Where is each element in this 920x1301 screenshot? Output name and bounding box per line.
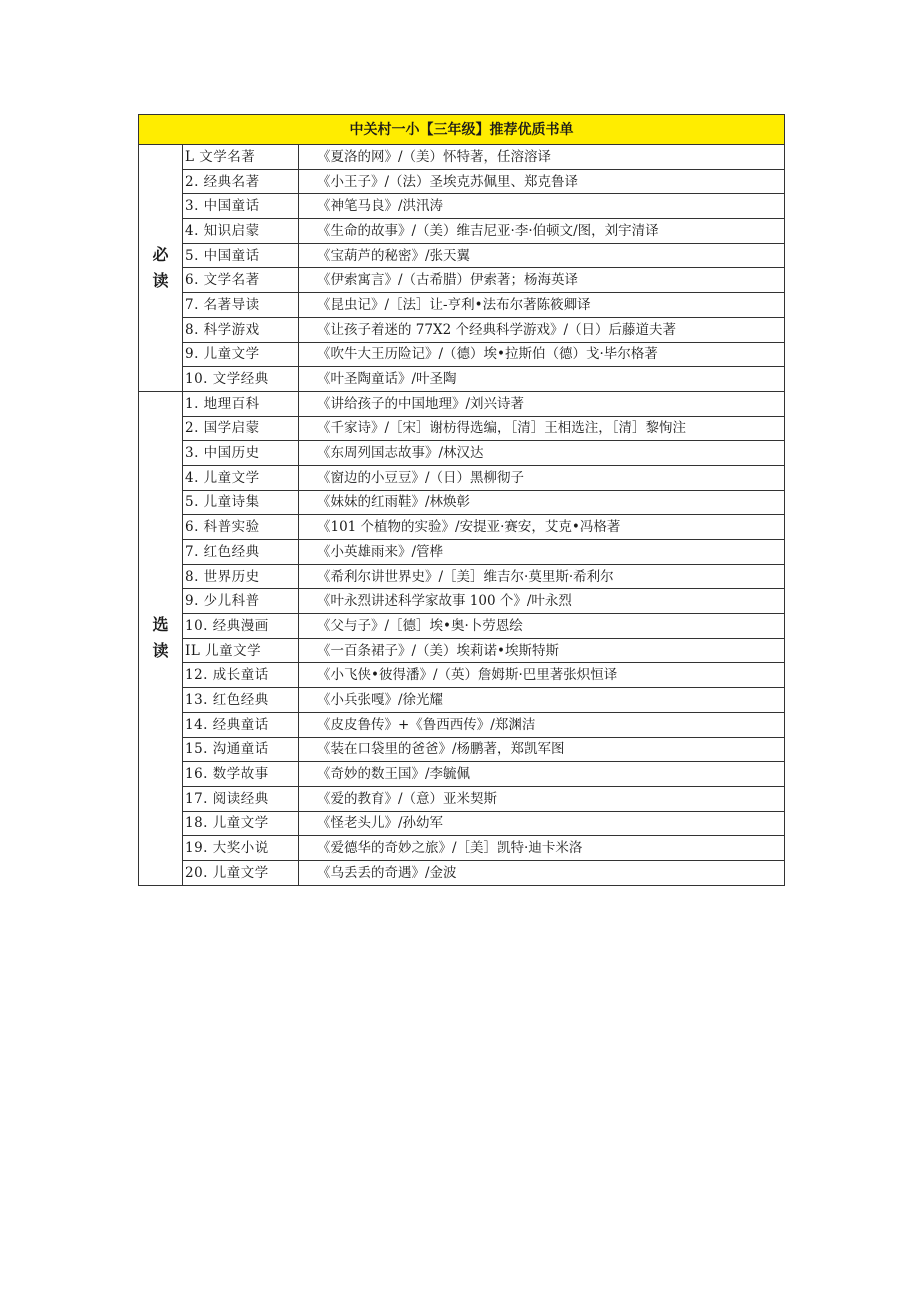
table-row xyxy=(139,490,785,515)
table-row xyxy=(139,836,785,861)
book-cell: 《爱德华的奇妙之旅》/［美］凯特·迪卡米洛 xyxy=(299,836,785,861)
title-row xyxy=(139,115,785,145)
category-cell: 6. 科普实验 xyxy=(183,515,299,540)
book-cell: 《父与子》/［德］埃•奥·卜劳恩绘 xyxy=(299,614,785,639)
book-cell: 《小王子》/（法）圣埃克苏佩里、郑克鲁译 xyxy=(299,169,785,194)
book-cell: 《妹妹的红雨鞋》/林焕彰 xyxy=(299,490,785,515)
book-cell: 《千家诗》/［宋］谢枋得选编，［清］王相选注，［清］黎恂注 xyxy=(299,416,785,441)
category-cell: 10. 文学经典 xyxy=(183,367,299,392)
table-row xyxy=(139,540,785,565)
reading-list-table xyxy=(138,114,785,886)
table-row xyxy=(139,194,785,219)
book-cell: 《伊索寓言》/（古希腊）伊索著；杨海英译 xyxy=(299,268,785,293)
category-cell: 18. 儿童文学 xyxy=(183,811,299,836)
table-row xyxy=(139,465,785,490)
category-cell: 1. 地理百科 xyxy=(183,391,299,416)
category-cell: 20. 儿童文学 xyxy=(183,860,299,885)
category-cell: 9. 儿童文学 xyxy=(183,342,299,367)
book-cell: 《叶圣陶童话》/叶圣陶 xyxy=(299,367,785,392)
table-row xyxy=(139,762,785,787)
table-row xyxy=(139,243,785,268)
table-row xyxy=(139,786,785,811)
book-cell: 《小兵张嘎》/徐光耀 xyxy=(299,688,785,713)
section-label-text: 选读 xyxy=(152,615,169,661)
table-row xyxy=(139,712,785,737)
book-cell: 《让孩子着迷的 77X2 个经典科学游戏》/（日）后藤道夫著 xyxy=(299,317,785,342)
table-body xyxy=(139,115,785,886)
table-row xyxy=(139,342,785,367)
category-cell: 15. 沟通童话 xyxy=(183,737,299,762)
category-cell: 4. 知识启蒙 xyxy=(183,219,299,244)
table-row xyxy=(139,268,785,293)
category-cell: 6. 文学名著 xyxy=(183,268,299,293)
table-row xyxy=(139,293,785,318)
category-cell: 14. 经典童话 xyxy=(183,712,299,737)
category-cell: 5. 儿童诗集 xyxy=(183,490,299,515)
table-row xyxy=(139,614,785,639)
book-cell: 《东周列国志故事》/林汉达 xyxy=(299,441,785,466)
list-title: 中关村一小【三年级】推荐优质书单 xyxy=(139,115,785,145)
table-row xyxy=(139,145,785,170)
table-row xyxy=(139,564,785,589)
category-cell: 2. 国学启蒙 xyxy=(183,416,299,441)
category-cell: 7. 红色经典 xyxy=(183,540,299,565)
category-cell: 8. 世界历史 xyxy=(183,564,299,589)
table-row xyxy=(139,589,785,614)
category-cell: IL 儿童文学 xyxy=(183,638,299,663)
table-row xyxy=(139,441,785,466)
book-cell: 《怪老头儿》/孙幼军 xyxy=(299,811,785,836)
book-cell: 《吹牛大王历险记》/（德）埃•拉斯伯（德）戈·毕尔格著 xyxy=(299,342,785,367)
category-cell: 16. 数学故事 xyxy=(183,762,299,787)
category-cell: 7. 名著导读 xyxy=(183,293,299,318)
book-cell: 《讲给孩子的中国地理》/刘兴诗著 xyxy=(299,391,785,416)
book-cell: 《爱的教育》/（意）亚米契斯 xyxy=(299,786,785,811)
table-row xyxy=(139,391,785,416)
section-label-required xyxy=(139,145,183,392)
book-cell: 《窗边的小豆豆》/（日）黑柳彻子 xyxy=(299,465,785,490)
table-row xyxy=(139,416,785,441)
category-cell: 3. 中国历史 xyxy=(183,441,299,466)
table-row xyxy=(139,219,785,244)
category-cell: 17. 阅读经典 xyxy=(183,786,299,811)
book-cell: 《小飞侠•彼得潘》/（英）詹姆斯·巴里著张炽恒译 xyxy=(299,663,785,688)
table-row xyxy=(139,688,785,713)
category-cell: 13. 红色经典 xyxy=(183,688,299,713)
category-cell: 2. 经典名著 xyxy=(183,169,299,194)
book-cell: 《101 个植物的实验》/安提亚·赛安，艾克•冯格著 xyxy=(299,515,785,540)
book-cell: 《奇妙的数王国》/李毓佩 xyxy=(299,762,785,787)
book-cell: 《叶永烈讲述科学家故事 100 个》/叶永烈 xyxy=(299,589,785,614)
book-cell: 《乌丢丢的奇遇》/金波 xyxy=(299,860,785,885)
category-cell: 10. 经典漫画 xyxy=(183,614,299,639)
table-row xyxy=(139,811,785,836)
category-cell: 19. 大奖小说 xyxy=(183,836,299,861)
book-cell: 《神笔马良》/洪汛涛 xyxy=(299,194,785,219)
table-row xyxy=(139,860,785,885)
category-cell: 9. 少儿科普 xyxy=(183,589,299,614)
category-cell: 3. 中国童话 xyxy=(183,194,299,219)
section-label-text: 必读 xyxy=(152,244,169,290)
book-cell: 《生命的故事》/（美）维吉尼亚·李·伯顿文/图，刘宇清译 xyxy=(299,219,785,244)
table-row xyxy=(139,317,785,342)
book-cell: 《皮皮鲁传》+《鲁西西传》/郑渊洁 xyxy=(299,712,785,737)
book-cell: 《宝葫芦的秘密》/张天翼 xyxy=(299,243,785,268)
book-cell: 《希利尔讲世界史》/［美］维吉尔·莫里斯·希利尔 xyxy=(299,564,785,589)
table-row xyxy=(139,663,785,688)
book-cell: 《装在口袋里的爸爸》/杨鹏著，郑凯军图 xyxy=(299,737,785,762)
category-cell: L 文学名著 xyxy=(183,145,299,170)
book-cell: 《昆虫记》/［法］让-亨利•法布尔著陈筱卿译 xyxy=(299,293,785,318)
table-row xyxy=(139,515,785,540)
book-cell: 《一百条裙子》/（美）埃莉诺•埃斯特斯 xyxy=(299,638,785,663)
book-cell: 《小英雄雨来》/管桦 xyxy=(299,540,785,565)
category-cell: 4. 儿童文学 xyxy=(183,465,299,490)
table-row xyxy=(139,169,785,194)
table-row xyxy=(139,638,785,663)
section-label-optional xyxy=(139,391,183,885)
category-cell: 12. 成长童话 xyxy=(183,663,299,688)
category-cell: 5. 中国童话 xyxy=(183,243,299,268)
book-cell: 《夏洛的网》/（美）怀特著，任溶溶译 xyxy=(299,145,785,170)
table-row xyxy=(139,737,785,762)
category-cell: 8. 科学游戏 xyxy=(183,317,299,342)
table-row xyxy=(139,367,785,392)
